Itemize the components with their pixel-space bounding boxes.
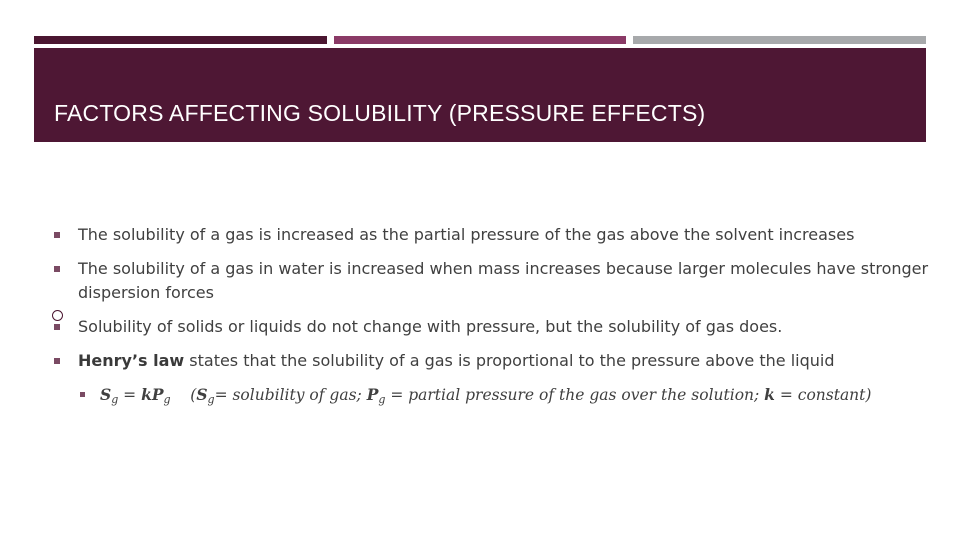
formula-sub-g: g — [111, 393, 119, 406]
henrys-law-term: Henry’s law — [78, 351, 185, 370]
def-partial-pressure: = partial pressure of the gas over the solution; — [385, 386, 760, 404]
formula-sub-g: g — [163, 393, 171, 406]
square-bullet-icon — [54, 358, 60, 364]
def-P: P — [366, 385, 379, 404]
formula-equals: = — [118, 386, 142, 404]
accent-bar-2 — [334, 36, 626, 44]
accent-bar-3 — [633, 36, 926, 44]
square-bullet-icon — [54, 232, 60, 238]
bullet-text: The solubility of a gas is increased as the partial pressure of the gas above the solvent increases — [78, 225, 855, 244]
bullet-item — [52, 315, 932, 339]
square-bullet-icon — [54, 266, 60, 272]
bullet-text: Solubility of solids or liquids do not change with pressure, but the solubility of gas does. — [78, 317, 783, 336]
bullet-text — [78, 351, 834, 370]
def-constant: = constant — [774, 386, 866, 404]
square-bullet-icon — [54, 324, 60, 330]
formula-item — [52, 383, 932, 412]
def-S: S — [196, 385, 208, 404]
bullet-text: The solubility of a gas in water is increased when mass increases because larger molecules have stronger dispersion forces — [78, 259, 929, 302]
slide-title: FACTORS AFFECTING SOLUBILITY (PRESSURE EFFECTS) — [54, 100, 706, 126]
def-k: k — [764, 385, 775, 404]
bullet-item — [52, 257, 932, 305]
henrys-law-text: states that the solubility of a gas is proportional to the pressure above the liquid — [184, 351, 835, 370]
def-sub-g: g — [378, 393, 386, 406]
def-solubility: = solubility of gas; — [214, 386, 362, 404]
def-sub-g: g — [207, 393, 215, 406]
slide-content — [52, 223, 932, 412]
formula-k: k — [141, 385, 152, 404]
bullet-item — [52, 349, 932, 373]
title-band — [34, 48, 926, 142]
square-bullet-icon — [80, 392, 85, 397]
formula-S: S — [100, 385, 112, 404]
accent-bar-1 — [34, 36, 327, 44]
bullet-item — [52, 223, 932, 247]
henrys-law-formula: $S_g = kP_g$ ($S_g=$ solubility of gas; $P_g$ = partial pressure of the gas over the solution; k = constant) — [100, 385, 872, 406]
formula-P: P — [151, 385, 164, 404]
